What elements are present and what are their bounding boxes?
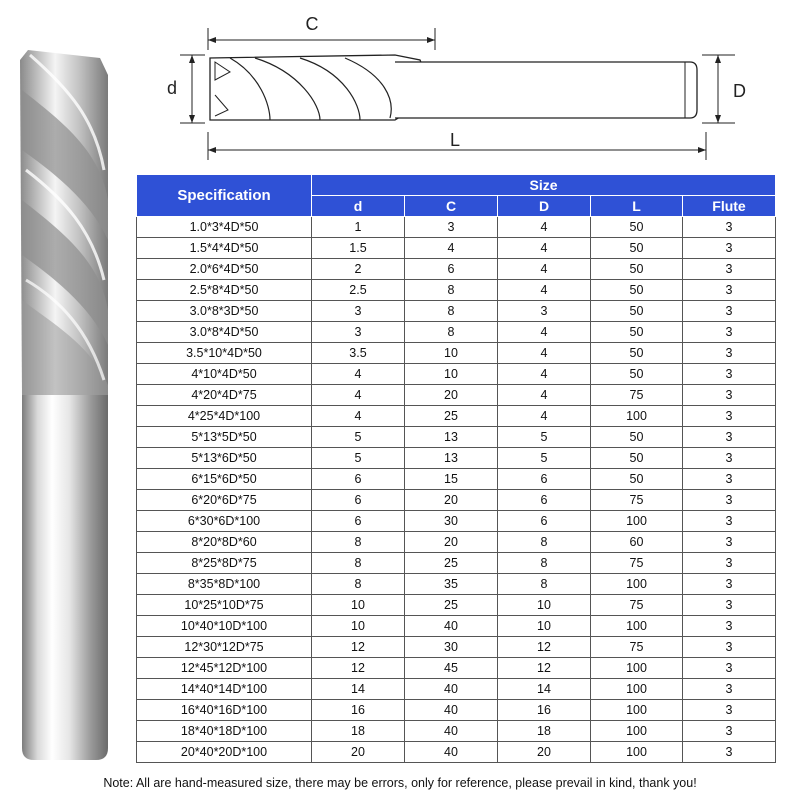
spec-cell: 3.0*8*4D*50 [137,322,312,343]
size-cell: 15 [405,469,498,490]
size-cell: 35 [405,574,498,595]
size-cell: 14 [312,679,405,700]
size-cell: 3 [683,448,776,469]
size-cell: 6 [498,511,591,532]
size-cell: 30 [405,511,498,532]
spec-cell: 14*40*14D*100 [137,679,312,700]
size-cell: 3 [683,553,776,574]
size-cell: 60 [591,532,683,553]
table-row [137,217,776,238]
size-cell: 6 [312,469,405,490]
table-row [137,280,776,301]
table-row [137,658,776,679]
table-row [137,553,776,574]
size-cell: 3 [405,217,498,238]
size-cell: 4 [312,406,405,427]
table-row [137,532,776,553]
size-cell: 50 [591,322,683,343]
size-cell: 50 [591,217,683,238]
size-cell: 6 [498,490,591,511]
size-cell: 30 [405,637,498,658]
label-l: L [449,130,461,150]
table-row [137,427,776,448]
spec-cell: 12*45*12D*100 [137,658,312,679]
spec-cell: 4*25*4D*100 [137,406,312,427]
size-cell: 3.5 [312,343,405,364]
table-row [137,364,776,385]
size-cell: 50 [591,364,683,385]
label-d-big: D [733,81,746,101]
size-cell: 3 [683,700,776,721]
size-cell: 3 [683,364,776,385]
spec-cell: 18*40*18D*100 [137,721,312,742]
size-cell: 3 [683,595,776,616]
size-cell: 10 [312,595,405,616]
size-cell: 5 [498,448,591,469]
size-cell: 50 [591,259,683,280]
spec-cell: 2.0*6*4D*50 [137,259,312,280]
size-cell: 3 [683,469,776,490]
table-row [137,448,776,469]
size-cell: 2 [312,259,405,280]
size-cell: 3 [312,301,405,322]
table-row [137,574,776,595]
size-cell: 4 [312,385,405,406]
size-cell: 100 [591,511,683,532]
size-cell: 100 [591,406,683,427]
size-cell: 100 [591,679,683,700]
size-cell: 8 [405,322,498,343]
size-cell: 40 [405,679,498,700]
size-cell: 100 [591,742,683,763]
size-cell: 20 [405,490,498,511]
size-cell: 20 [312,742,405,763]
size-cell: 75 [591,385,683,406]
size-cell: 75 [591,553,683,574]
spec-cell: 8*35*8D*100 [137,574,312,595]
size-cell: 12 [498,658,591,679]
size-cell: 1.5 [312,238,405,259]
size-cell: 3 [683,322,776,343]
spec-cell: 8*20*8D*60 [137,532,312,553]
size-cell: 75 [591,637,683,658]
size-cell: 8 [498,532,591,553]
size-cell: 14 [498,679,591,700]
size-cell: 10 [498,595,591,616]
header-d: d [312,196,405,217]
table-row [137,637,776,658]
spec-cell: 6*15*6D*50 [137,469,312,490]
size-cell: 4 [498,217,591,238]
table-row [137,700,776,721]
size-cell: 3 [683,385,776,406]
table-row [137,490,776,511]
size-cell: 40 [405,700,498,721]
size-cell: 8 [312,532,405,553]
table-row [137,742,776,763]
size-cell: 100 [591,616,683,637]
size-cell: 3 [683,574,776,595]
size-cell: 50 [591,427,683,448]
size-cell: 4 [498,280,591,301]
size-cell: 3 [683,679,776,700]
size-cell: 3 [683,259,776,280]
size-cell: 50 [591,280,683,301]
size-cell: 4 [405,238,498,259]
spec-cell: 5*13*5D*50 [137,427,312,448]
size-cell: 3 [312,322,405,343]
size-cell: 10 [312,616,405,637]
size-cell: 3 [683,280,776,301]
table-row [137,385,776,406]
size-cell: 12 [312,658,405,679]
table-row [137,511,776,532]
spec-table [136,174,776,763]
spec-cell: 16*40*16D*100 [137,700,312,721]
spec-cell: 1.5*4*4D*50 [137,238,312,259]
size-cell: 3 [498,301,591,322]
size-cell: 50 [591,343,683,364]
table-row [137,301,776,322]
size-cell: 6 [312,511,405,532]
header-c: C [405,196,498,217]
table-row [137,343,776,364]
size-cell: 25 [405,595,498,616]
table-row [137,679,776,700]
size-cell: 50 [591,469,683,490]
label-c: C [305,14,319,34]
size-cell: 8 [312,574,405,595]
size-cell: 100 [591,574,683,595]
size-cell: 5 [498,427,591,448]
size-cell: 100 [591,658,683,679]
size-cell: 10 [498,616,591,637]
spec-cell: 4*10*4D*50 [137,364,312,385]
size-cell: 3 [683,511,776,532]
table-row [137,721,776,742]
table-row [137,238,776,259]
size-cell: 40 [405,742,498,763]
spec-cell: 6*30*6D*100 [137,511,312,532]
size-cell: 12 [498,637,591,658]
size-cell: 45 [405,658,498,679]
size-cell: 3 [683,343,776,364]
size-cell: 4 [498,238,591,259]
spec-cell: 2.5*8*4D*50 [137,280,312,301]
size-cell: 75 [591,490,683,511]
size-cell: 25 [405,406,498,427]
spec-table-body [137,217,776,763]
size-cell: 13 [405,427,498,448]
size-cell: 50 [591,301,683,322]
spec-cell: 10*40*10D*100 [137,616,312,637]
spec-cell: 20*40*20D*100 [137,742,312,763]
spec-cell: 5*13*6D*50 [137,448,312,469]
label-d-small: d [166,78,178,98]
spec-cell: 1.0*3*4D*50 [137,217,312,238]
size-cell: 4 [498,364,591,385]
header-specification: Specification [137,175,312,217]
spec-cell: 4*20*4D*75 [137,385,312,406]
size-cell: 5 [312,448,405,469]
size-cell: 5 [312,427,405,448]
size-cell: 2.5 [312,280,405,301]
size-cell: 8 [405,280,498,301]
footnote: Note: All are hand-measured size, there may be errors, only for reference, please prevail in kind, thank you! [103,776,697,790]
size-cell: 18 [312,721,405,742]
size-cell: 16 [312,700,405,721]
table-row [137,322,776,343]
size-cell: 40 [405,616,498,637]
spec-cell: 6*20*6D*75 [137,490,312,511]
size-cell: 20 [405,532,498,553]
size-cell: 4 [498,343,591,364]
size-cell: 3 [683,742,776,763]
size-cell: 1 [312,217,405,238]
size-cell: 4 [498,322,591,343]
spec-cell: 3.5*10*4D*50 [137,343,312,364]
size-cell: 25 [405,553,498,574]
table-row [137,595,776,616]
size-cell: 100 [591,721,683,742]
table-row [137,406,776,427]
size-cell: 8 [405,301,498,322]
size-cell: 75 [591,595,683,616]
size-cell: 10 [405,343,498,364]
size-cell: 13 [405,448,498,469]
size-cell: 3 [683,238,776,259]
spec-cell: 12*30*12D*75 [137,637,312,658]
spec-cell: 3.0*8*3D*50 [137,301,312,322]
size-cell: 8 [498,553,591,574]
table-row [137,469,776,490]
size-cell: 50 [591,448,683,469]
size-cell: 4 [498,385,591,406]
size-cell: 3 [683,427,776,448]
header-d-big: D [498,196,591,217]
size-cell: 40 [405,721,498,742]
header-l: L [591,196,683,217]
size-cell: 50 [591,238,683,259]
size-cell: 3 [683,490,776,511]
size-cell: 3 [683,616,776,637]
size-cell: 16 [498,700,591,721]
header-size: Size [312,175,776,196]
size-cell: 3 [683,301,776,322]
size-cell: 10 [405,364,498,385]
spec-cell: 10*25*10D*75 [137,595,312,616]
size-cell: 4 [498,259,591,280]
size-cell: 20 [405,385,498,406]
size-cell: 3 [683,406,776,427]
table-row [137,259,776,280]
size-cell: 3 [683,217,776,238]
size-cell: 3 [683,721,776,742]
dimension-diagram [150,0,800,170]
size-cell: 6 [312,490,405,511]
size-cell: 20 [498,742,591,763]
table-row [137,616,776,637]
size-cell: 8 [312,553,405,574]
header-flute: Flute [683,196,776,217]
size-cell: 6 [498,469,591,490]
size-cell: 8 [498,574,591,595]
size-cell: 18 [498,721,591,742]
size-cell: 3 [683,658,776,679]
spec-cell: 8*25*8D*75 [137,553,312,574]
size-cell: 100 [591,700,683,721]
size-cell: 12 [312,637,405,658]
size-cell: 3 [683,637,776,658]
size-cell: 3 [683,532,776,553]
size-cell: 4 [498,406,591,427]
size-cell: 4 [312,364,405,385]
size-cell: 6 [405,259,498,280]
end-mill-image [0,0,130,800]
